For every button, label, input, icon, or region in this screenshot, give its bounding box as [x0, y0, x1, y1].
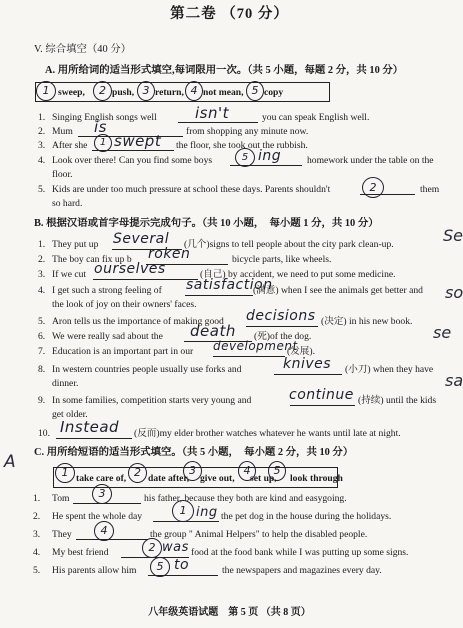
question-text: Kids are under too much pressure at school these days. Parents shouldn't [52, 184, 331, 195]
part-a-heading: A. 用所给词的适当形式填空,每词限用一次。（共 5 小题，每题 2 分，共 10 分） [45, 65, 404, 76]
phrase-bank-c-4: set up, [250, 473, 277, 484]
question-number: 8. [38, 364, 46, 375]
handwritten-answer: to [174, 557, 190, 573]
section-v-heading: V. 综合填空（40 分） [34, 44, 132, 55]
handwritten-answer: isn't [195, 104, 229, 122]
handwritten-circle-number: 3 [183, 461, 202, 481]
question-text: the newspapers and magazines every day. [222, 565, 382, 576]
question-text: bicycle parts, like wheels. [232, 254, 332, 265]
margin-handwriting: A [4, 452, 16, 472]
question-text: get older. [52, 409, 88, 420]
handwritten-answer: ing [258, 148, 282, 164]
question-text: I get such a strong feeling of [52, 285, 162, 296]
phrase-bank-c-2: date after, [148, 473, 190, 484]
handwritten-answer: death [190, 322, 236, 340]
handwritten-answer: development [213, 339, 298, 353]
question-number: 5. [38, 316, 46, 327]
word-bank-a-2: push, [112, 87, 135, 98]
handwritten-circle-number: 1 [55, 463, 75, 483]
word-bank-a-4: not mean, [203, 87, 244, 98]
question-text: They [52, 529, 72, 540]
question-text: the floor, she took out the rubbish. [176, 140, 308, 151]
question-text: floor. [52, 169, 73, 180]
answer-blank[interactable] [246, 326, 318, 327]
answer-blank[interactable] [178, 122, 258, 123]
question-text: you can speak English well. [262, 112, 370, 123]
handwritten-circle-number: 5 [150, 557, 170, 577]
part-b-heading: B. 根据汉语或首字母提示完成句子。（共 10 小题， 每小题 1 分，共 10 分） [34, 218, 379, 229]
answer-blank[interactable] [185, 295, 253, 296]
question-number: 4. [38, 285, 46, 296]
question-text: Education is an important part in our [52, 346, 194, 357]
handwritten-circle-number: 4 [185, 81, 203, 101]
question-text: them [420, 184, 440, 195]
question-number: 1. [33, 493, 41, 504]
question-text: the look of joy on their owners' faces. [52, 299, 197, 310]
question-text: the pet dog in the house during the holidays. [221, 511, 392, 522]
phrase-bank-c-3: give out, [200, 473, 235, 484]
question-text: (小刀) when they have [345, 364, 434, 375]
handwritten-answer: Instead [60, 418, 120, 436]
question-text: dinner. [52, 378, 79, 389]
handwritten-answer: decisions [246, 308, 316, 324]
question-text: (死)of the dog. [254, 331, 312, 342]
question-number: 3. [33, 529, 41, 540]
question-text: Aron tells us the importance of making good [52, 316, 224, 327]
margin-handwriting: se [433, 323, 452, 342]
question-text: My best friend [52, 547, 109, 558]
word-bank-a-5: copy [264, 87, 284, 98]
handwritten-circle-number: 2 [128, 463, 147, 483]
handwritten-answer: swept [114, 132, 162, 150]
question-number: 1. [38, 239, 46, 250]
margin-handwriting: so [445, 283, 463, 302]
question-text: (满意) when I see the animals get better and [253, 285, 423, 296]
answer-blank[interactable] [93, 279, 198, 280]
question-number: 4. [38, 155, 46, 166]
question-text: Look over there! Can you find some boys [52, 155, 213, 166]
question-text: (发展). [287, 346, 315, 357]
question-text: so hard. [52, 198, 83, 209]
word-bank-a-1: sweep, [58, 87, 85, 98]
question-number: 2. [38, 254, 46, 265]
question-text: Tom [52, 493, 70, 504]
handwritten-answer: is [94, 118, 107, 136]
question-text: food at the food bank while I was putting up some signs. [191, 547, 409, 558]
handwritten-answer: was [162, 540, 189, 555]
handwritten-answer: satisfaction [186, 277, 273, 293]
question-number: 2. [33, 511, 41, 522]
answer-blank[interactable] [76, 539, 148, 540]
question-text: In some families, competition starts very young and [52, 395, 252, 406]
question-text: Singing English songs well [52, 112, 157, 123]
question-text: his father, because they both are kind and easygoing. [144, 493, 347, 504]
question-text: from shopping any minute now. [186, 126, 309, 137]
question-text: After she [52, 140, 88, 151]
margin-handwriting: Se [443, 226, 463, 245]
question-number: 2. [38, 126, 46, 137]
handwritten-circle-number: 1 [36, 81, 56, 101]
question-number: 9. [38, 395, 46, 406]
page-title: 第二卷 （70 分） [170, 6, 289, 22]
question-number: 3. [38, 269, 46, 280]
handwritten-answer: ing [196, 505, 218, 520]
handwritten-circle-number: 4 [238, 461, 256, 481]
handwritten-answer: continue [289, 387, 354, 403]
handwritten-answer: roken [148, 246, 191, 262]
margin-handwriting: sa [445, 371, 463, 390]
question-number: 10. [38, 428, 50, 439]
word-bank-a-3: return, [155, 87, 184, 98]
handwritten-circle-number: 1 [172, 500, 194, 522]
question-number: 5. [33, 565, 41, 576]
question-text: Mum [52, 126, 73, 137]
answer-blank[interactable] [290, 405, 355, 406]
handwritten-circle-number: 3 [92, 484, 112, 504]
question-number: 3. [38, 140, 46, 151]
question-number: 4. [33, 547, 41, 558]
question-text: (决定) in his new book. [321, 316, 413, 327]
handwritten-answer: ourselves [94, 261, 166, 277]
question-text: (反而)my elder brother watches whatever he wants until late at night. [134, 428, 401, 439]
question-text: We were really sad about the [52, 331, 163, 342]
handwritten-circle-number: 5 [246, 81, 264, 101]
question-text: (自己) by accident, we need to put some medicine. [200, 269, 396, 280]
question-text: They put up [52, 239, 99, 250]
question-number: 6. [38, 331, 46, 342]
phrase-bank-c-1: take care of, [76, 473, 127, 484]
question-text: His parents allow him [52, 565, 137, 576]
handwritten-circle-number: 2 [93, 81, 112, 101]
handwritten-answer: knives [283, 356, 332, 372]
question-number: 7. [38, 346, 46, 357]
question-text: homework under the table on the [307, 155, 434, 166]
handwritten-circle-number: 2 [142, 538, 162, 558]
answer-blank[interactable] [274, 374, 342, 375]
question-text: The boy can fix up b [52, 254, 132, 265]
question-number: 1. [38, 112, 46, 123]
handwritten-circle-number: 1 [94, 134, 112, 152]
question-text: If we cut [52, 269, 87, 280]
handwritten-circle-number: 5 [268, 461, 286, 481]
handwritten-circle-number: 5 [235, 148, 255, 167]
handwritten-circle-number: 2 [362, 177, 384, 198]
handwritten-circle-number: 4 [94, 521, 114, 541]
question-text: (持续) until the kids [358, 395, 437, 406]
question-text: In western countries people usually use forks and [52, 364, 242, 375]
page-footer: 八年级英语试题 第 5 页 （共 8 页） [148, 607, 311, 618]
handwritten-circle-number: 3 [137, 81, 155, 101]
answer-blank[interactable] [56, 438, 132, 439]
answer-blank[interactable] [73, 503, 141, 504]
question-text: He spent the whole day [52, 511, 143, 522]
question-text: the group " Animal Helpers" to help the disabled people. [150, 529, 368, 540]
question-number: 5. [38, 184, 46, 195]
part-c-heading: C. 用所给短语的适当形式填空。（共 5 小题， 每小题 2 分，共 10 分） [34, 447, 354, 458]
handwritten-answer: Several [113, 231, 170, 247]
question-text: (几个)signs to tell people about the city park clean-up. [184, 239, 394, 250]
phrase-bank-c-5: look through [290, 473, 343, 484]
answer-blank[interactable] [213, 356, 285, 357]
